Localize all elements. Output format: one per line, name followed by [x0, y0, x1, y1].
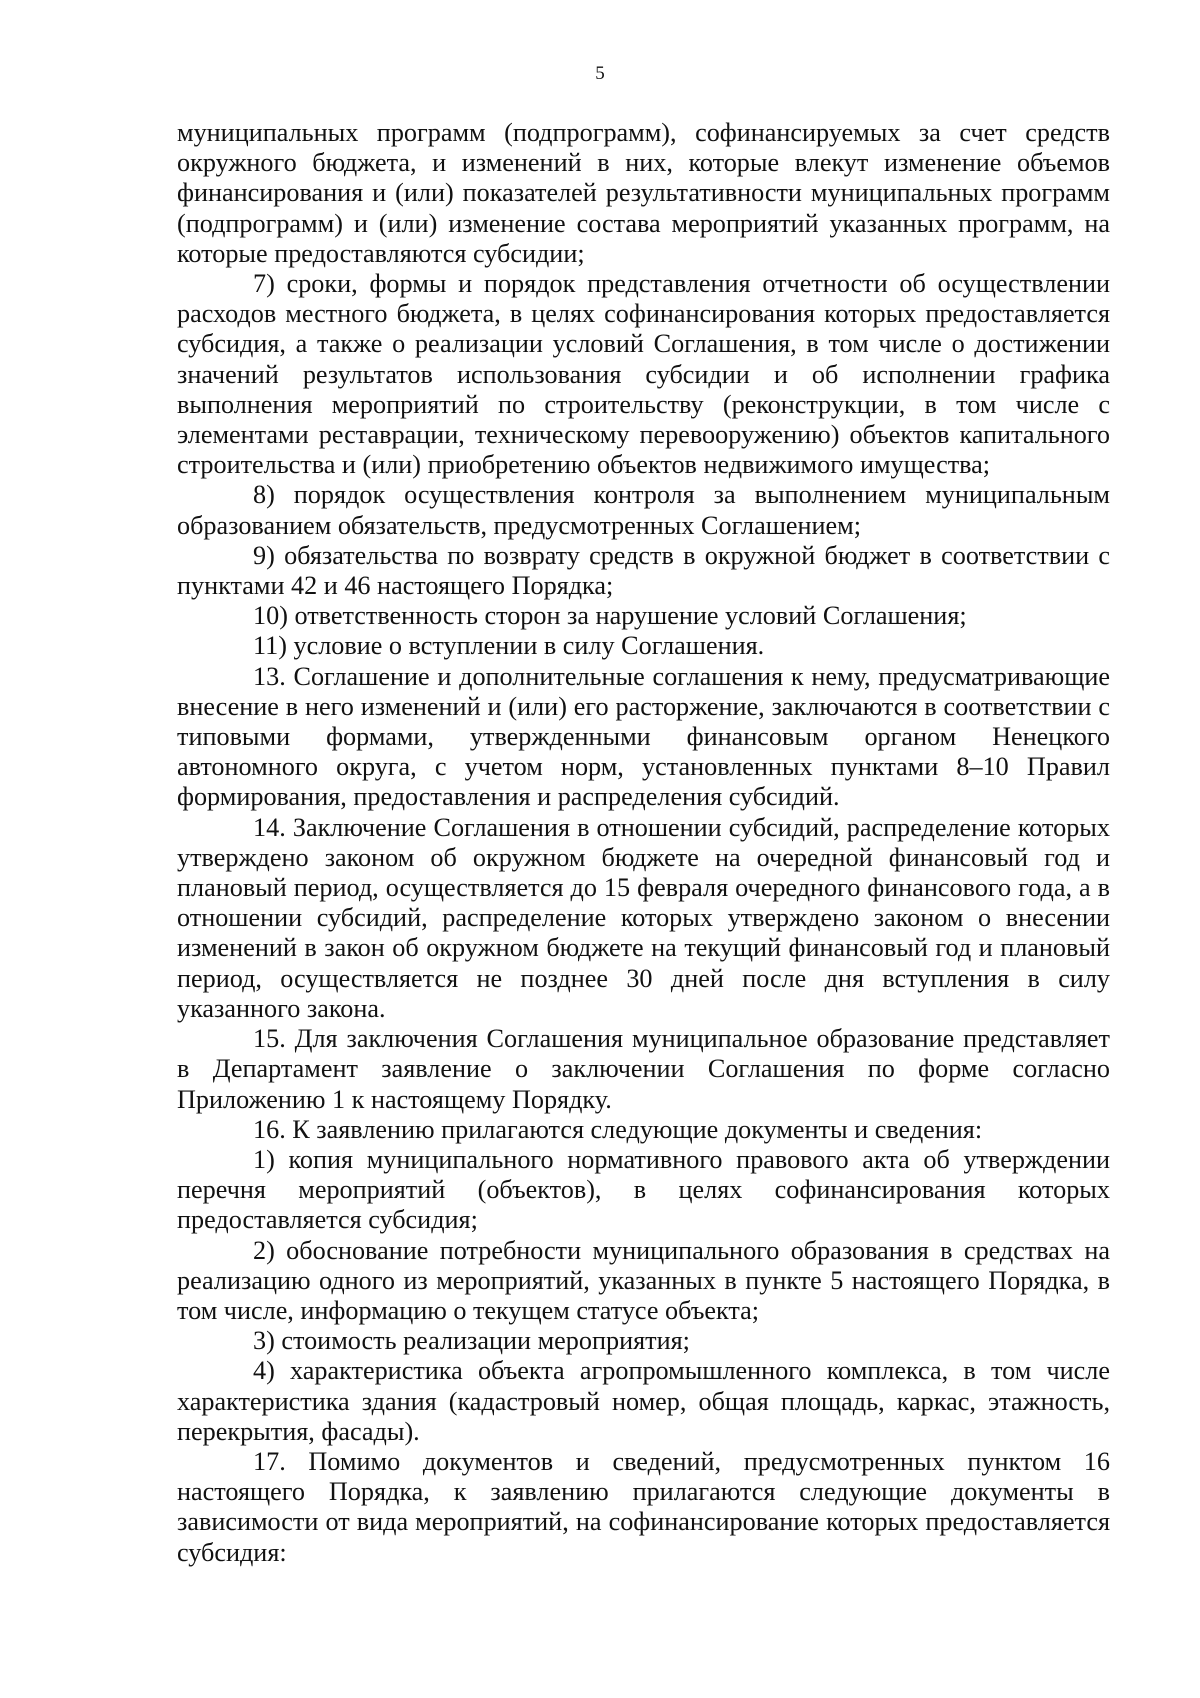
paragraph-clause-15: 15. Для заключения Соглашения муниципальное образование представляет в Департамент заявление о заключении Соглашения по форме согласно Приложению 1 к настоящему Порядку.	[177, 1024, 1110, 1114]
paragraph-clause-16: 16. К заявлению прилагаются следующие документы и сведения:	[253, 1114, 983, 1144]
paragraph-clause-16-item-1: 1) копия муниципального нормативного правового акта об утверждении перечня мероприятий (объектов), в целях софинансирования которых предоставляется субсидия;	[177, 1144, 1110, 1235]
paragraph-clause-16-item-4: 4) характеристика объекта агропромышленного комплекса, в том числе характеристика здания (кадастровый номер, общая площадь, каркас, этажность, перекрытия, фасады).	[177, 1356, 1110, 1446]
paragraph-clause-16-item-3: 3) стоимость реализации мероприятия;	[253, 1326, 690, 1356]
paragraph-item-8: 8) порядок осуществления контроля за выполнением муниципальным образованием обязательств, предусмотренных Соглашением;	[177, 480, 1110, 540]
paragraph-clause-14: 14. Заключение Соглашения в отношении субсидий, распределение которых утверждено законом об окружном бюджете на очередной финансовый год и плановый период, осуществляется до 15 февраля очередного финансового года, а в отношении субсидий, распределение которых утверждено законом о внесении изменений в закон об окружном бюджете на текущий финансовый год и плановый период, осуществляется не позднее 30 дней после дня вступления в силу указанного закона.	[177, 812, 1110, 1023]
paragraph-item-9: 9) обязательства по возврату средств в окружной бюджет в соответствии с пунктами 42 и 46 настоящего Порядка;	[177, 540, 1110, 601]
paragraph-item-7: 7) сроки, формы и порядок представления отчетности об осуществлении расходов местного бюджета, в целях софинансирования которых предоставляется субсидия, а также о реализации условий Соглашения, в том числе о достижении значений результатов использования субсидии и об исполнении графика выполнения мероприятий по строительству (реконструкции, в том числе с элементами реставрации, техническому перевооружению) объектов капитального строительства и (или) приобретению объектов недвижимого имущества;	[177, 269, 1110, 480]
page-number: 5	[595, 63, 605, 84]
paragraph-clause-17: 17. Помимо документов и сведений, предусмотренных пунктом 16 настоящего Порядка, к заявлению прилагаются следующие документы в зависимости от вида мероприятий, на софинансирование которых предоставляется субсидия:	[177, 1446, 1110, 1567]
paragraph-item-11: 11) условие о вступлении в силу Соглашения.	[253, 631, 765, 661]
paragraph-item-10: 10) ответственность сторон за нарушение условий Соглашения;	[253, 601, 967, 631]
paragraph-clause-13: 13. Соглашение и дополнительные соглашения к нему, предусматривающие внесение в него изменений и (или) его расторжение, заключаются в соответствии с типовыми формами, утвержденными финансовым органом Ненецкого автономного округа, с учетом норм, установленных пунктами 8–10 Правил формирования, предоставления и распределения субсидий.	[177, 661, 1110, 812]
document-body	[177, 118, 1110, 1568]
paragraph-continuation: муниципальных программ (подпрограмм), софинансируемых за счет средств окружного бюджета, и изменений в них, которые влекут изменение объемов финансирования и (или) показателей результативности муниципальных программ (подпрограмм) и (или) изменение состава мероприятий указанных программ, на которые предоставляются субсидии;	[177, 118, 1110, 268]
paragraph-clause-16-item-2: 2) обоснование потребности муниципального образования в средствах на реализацию одного из мероприятий, указанных в пункте 5 настоящего Порядка, в том числе, информацию о текущем статусе объекта;	[177, 1235, 1110, 1325]
